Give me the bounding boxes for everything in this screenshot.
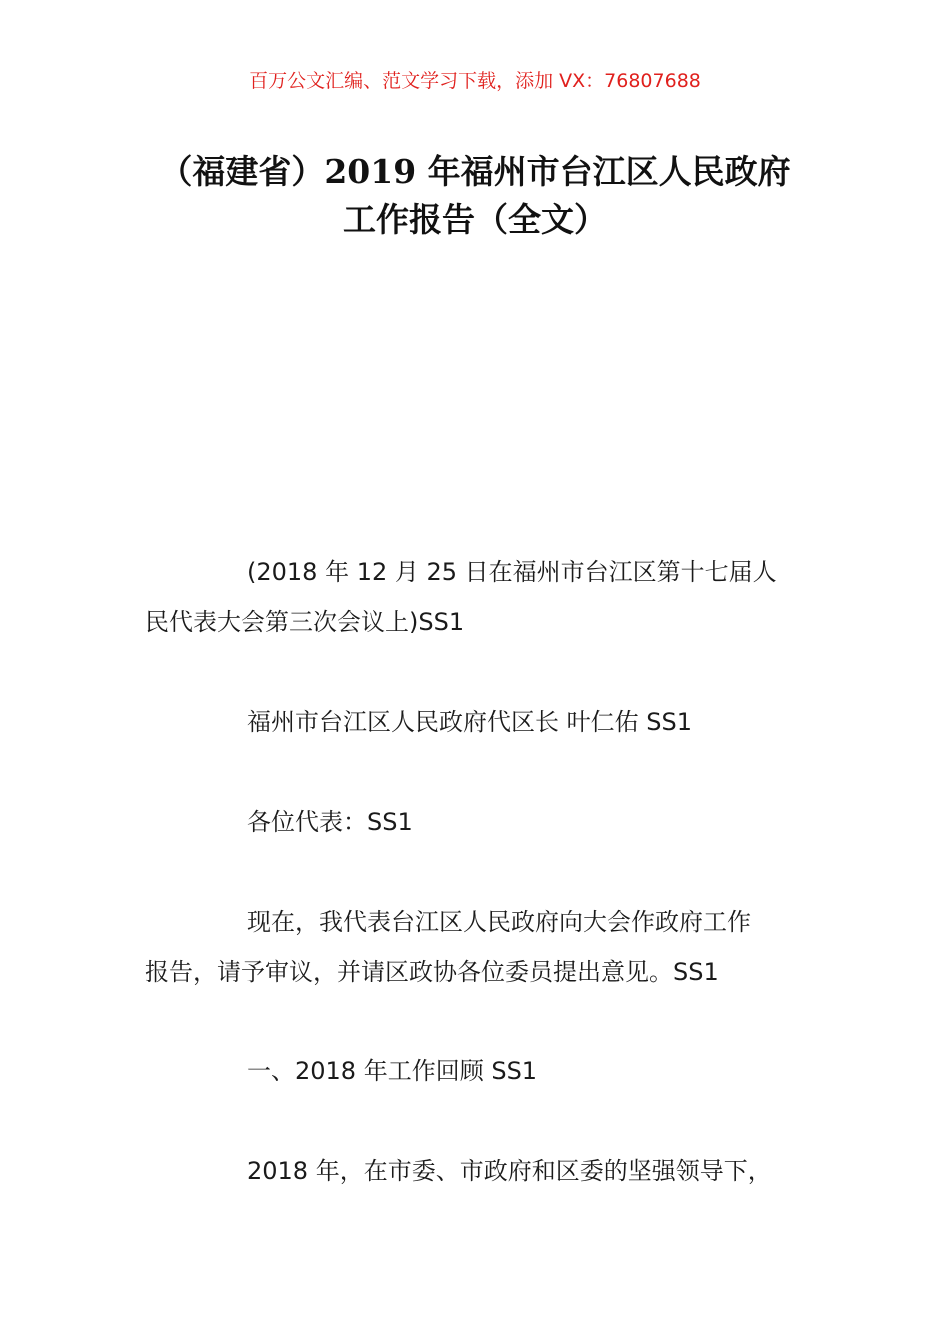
document-title-line-2: 工作报告（全文） (343, 200, 607, 239)
paragraph-line: 一、2018 年工作回顾 SS1 (247, 1057, 538, 1085)
paragraph-review (145, 1146, 815, 1196)
paragraph-line: 2018 年，在市委、市政府和区委的坚强领导下， (247, 1157, 772, 1185)
paragraph-meeting-date (145, 547, 815, 647)
paragraph-line: 民代表大会第三次会议上)SS1 (145, 608, 465, 636)
paragraph-intro (145, 897, 815, 997)
paragraph-line: 现在，我代表台江区人民政府向大会作政府工作 (247, 908, 751, 936)
paragraph-line: 各位代表：SS1 (247, 808, 413, 836)
paragraph-line: (2018 年 12 月 25 日在福州市台江区第十七届人 (247, 558, 777, 586)
document-title-line-1: （福建省）2019 年福州市台江区人民政府 (159, 152, 791, 191)
section-heading (145, 1046, 815, 1096)
paragraph-salutation (145, 797, 815, 847)
paragraph-line: 福州市台江区人民政府代区长 叶仁佑 SS1 (247, 708, 692, 736)
paragraph-speaker (145, 697, 815, 747)
watermark-header: 百万公文汇编、范文学习下载，添加 VX：76807688 (249, 70, 701, 92)
paragraph-line: 报告，请予审议，并请区政协各位委员提出意见。SS1 (145, 958, 719, 986)
